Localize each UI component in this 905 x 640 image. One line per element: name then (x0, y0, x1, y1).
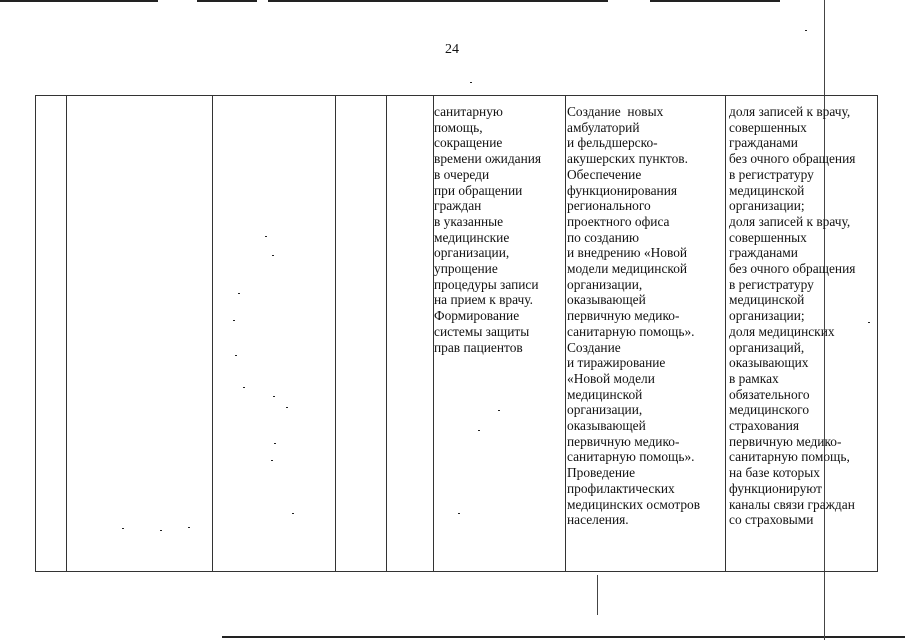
cell-line: организаций, (729, 339, 805, 355)
cell-line: в рамках (729, 370, 779, 386)
column-divider (725, 96, 726, 571)
cell-line: гражданами (729, 245, 798, 261)
column-divider (335, 96, 336, 571)
cell-line: Создание (567, 339, 621, 355)
cell-line: обязательного (729, 386, 810, 402)
column-divider (66, 96, 67, 571)
cell-line: медицинского (729, 402, 810, 418)
scan-speck (286, 407, 288, 408)
cell-line: доля записей к врачу, (729, 104, 851, 119)
cell-line: сокращение (434, 135, 503, 151)
scan-speck (274, 443, 276, 444)
column-divider (212, 96, 213, 571)
cell-line: в указанные (434, 213, 504, 229)
cell-line: функционирования (567, 182, 678, 198)
cell-line: гражданами (729, 135, 798, 151)
cell-line: каналы связи граждан (729, 496, 855, 512)
cell-line: в очереди (434, 166, 490, 182)
scan-speck (272, 255, 274, 256)
top-edge-line (268, 0, 608, 2)
cell-line: времени ожидания (434, 151, 542, 167)
cell-line: первичную медико- (729, 433, 842, 449)
column-divider (386, 96, 387, 571)
cell-indicators (729, 104, 855, 528)
scan-speck (271, 460, 273, 461)
scan-speck (868, 322, 870, 323)
cell-goals (434, 104, 541, 355)
scan-artifact-line (597, 575, 598, 615)
scan-speck (243, 387, 245, 388)
scan-speck (265, 236, 267, 237)
top-edge-line (650, 0, 780, 2)
cell-activities (567, 104, 700, 528)
cell-line: Проведение (567, 465, 636, 481)
cell-line: Создание новых (567, 104, 664, 119)
cell-line: модели медицинской (567, 261, 688, 277)
cell-line: первичную медико- (567, 433, 680, 449)
cell-line: функционируют (729, 480, 822, 496)
cell-line: и фельдшерско- (567, 135, 658, 151)
scan-speck (188, 527, 190, 528)
cell-line: «Новой модели (567, 370, 655, 386)
cell-line: без очного обращения (729, 151, 856, 167)
top-edge-line (197, 0, 257, 2)
scan-speck (238, 293, 240, 294)
cell-line: совершенных (729, 229, 807, 245)
cell-line: медицинские (434, 229, 510, 245)
cell-line: медицинской (567, 386, 643, 402)
scan-speck (498, 410, 500, 411)
cell-line: граждан (434, 198, 482, 214)
cell-line: первичную медико- (567, 308, 680, 324)
cell-line: санитарную помощь, (729, 449, 850, 465)
cell-line: системы защиты (434, 323, 530, 339)
cell-line: санитарную помощь». (567, 323, 695, 339)
cell-line: упрощение (434, 261, 498, 277)
scan-speck (233, 320, 235, 321)
cell-line: Обеспечение (567, 166, 642, 182)
cell-line: проектного офиса (567, 213, 670, 229)
cell-line: Формирование (434, 308, 520, 324)
cell-line: и внедрению «Новой (567, 245, 688, 261)
scan-speck (470, 82, 472, 83)
scan-speck (122, 528, 124, 529)
cell-line: страхования (729, 418, 800, 434)
document-table (35, 95, 878, 572)
cell-line: оказывающей (567, 292, 646, 308)
cell-line: организации; (729, 198, 805, 214)
cell-line: и тиражирование (567, 355, 666, 371)
cell-line: на базе которых (729, 465, 820, 481)
cell-line: при обращении (434, 182, 523, 198)
cell-line: оказывающих (729, 355, 809, 371)
cell-line: совершенных (729, 119, 807, 135)
column-divider (565, 96, 566, 571)
top-edge-line (0, 0, 158, 2)
scan-speck (292, 513, 294, 514)
cell-line: помощь, (434, 119, 483, 135)
cell-line: населения. (567, 512, 629, 528)
cell-line: организации, (434, 245, 510, 261)
scan-speck (273, 396, 275, 397)
cell-line: медицинских осмотров (567, 496, 701, 512)
cell-line: в регистратуру (729, 166, 814, 182)
cell-line: амбулаторий (567, 119, 640, 135)
cell-line: акушерских пунктов. (567, 151, 688, 167)
cell-line: доля медицинских (729, 323, 835, 339)
scan-speck (235, 355, 237, 356)
cell-line: медицинской (729, 182, 805, 198)
cell-line: регионального (567, 198, 651, 214)
cell-line: медицинской (729, 292, 805, 308)
page-number: 24 (445, 42, 459, 57)
cell-line: прав пациентов (434, 339, 523, 355)
cell-line: без очного обращения (729, 261, 856, 277)
cell-line: организации, (567, 402, 643, 418)
cell-line: на прием к врачу. (434, 292, 533, 308)
scan-speck (458, 513, 460, 514)
cell-line: по созданию (567, 229, 639, 245)
cell-line: в регистратуру (729, 276, 814, 292)
cell-line: санитарную помощь». (567, 449, 695, 465)
cell-line: оказывающей (567, 418, 646, 434)
cell-line: доля записей к врачу, (729, 213, 851, 229)
cell-line: организации; (729, 308, 805, 324)
cell-line: организации, (567, 276, 643, 292)
cell-line: процедуры записи (434, 276, 539, 292)
cell-line: профилактических (567, 480, 675, 496)
cell-line: санитарную (434, 104, 503, 119)
scan-speck (478, 430, 480, 431)
bottom-edge-line (222, 636, 905, 638)
scan-speck (805, 30, 807, 31)
cell-line: со страховыми (729, 512, 814, 528)
scan-speck (160, 530, 162, 531)
